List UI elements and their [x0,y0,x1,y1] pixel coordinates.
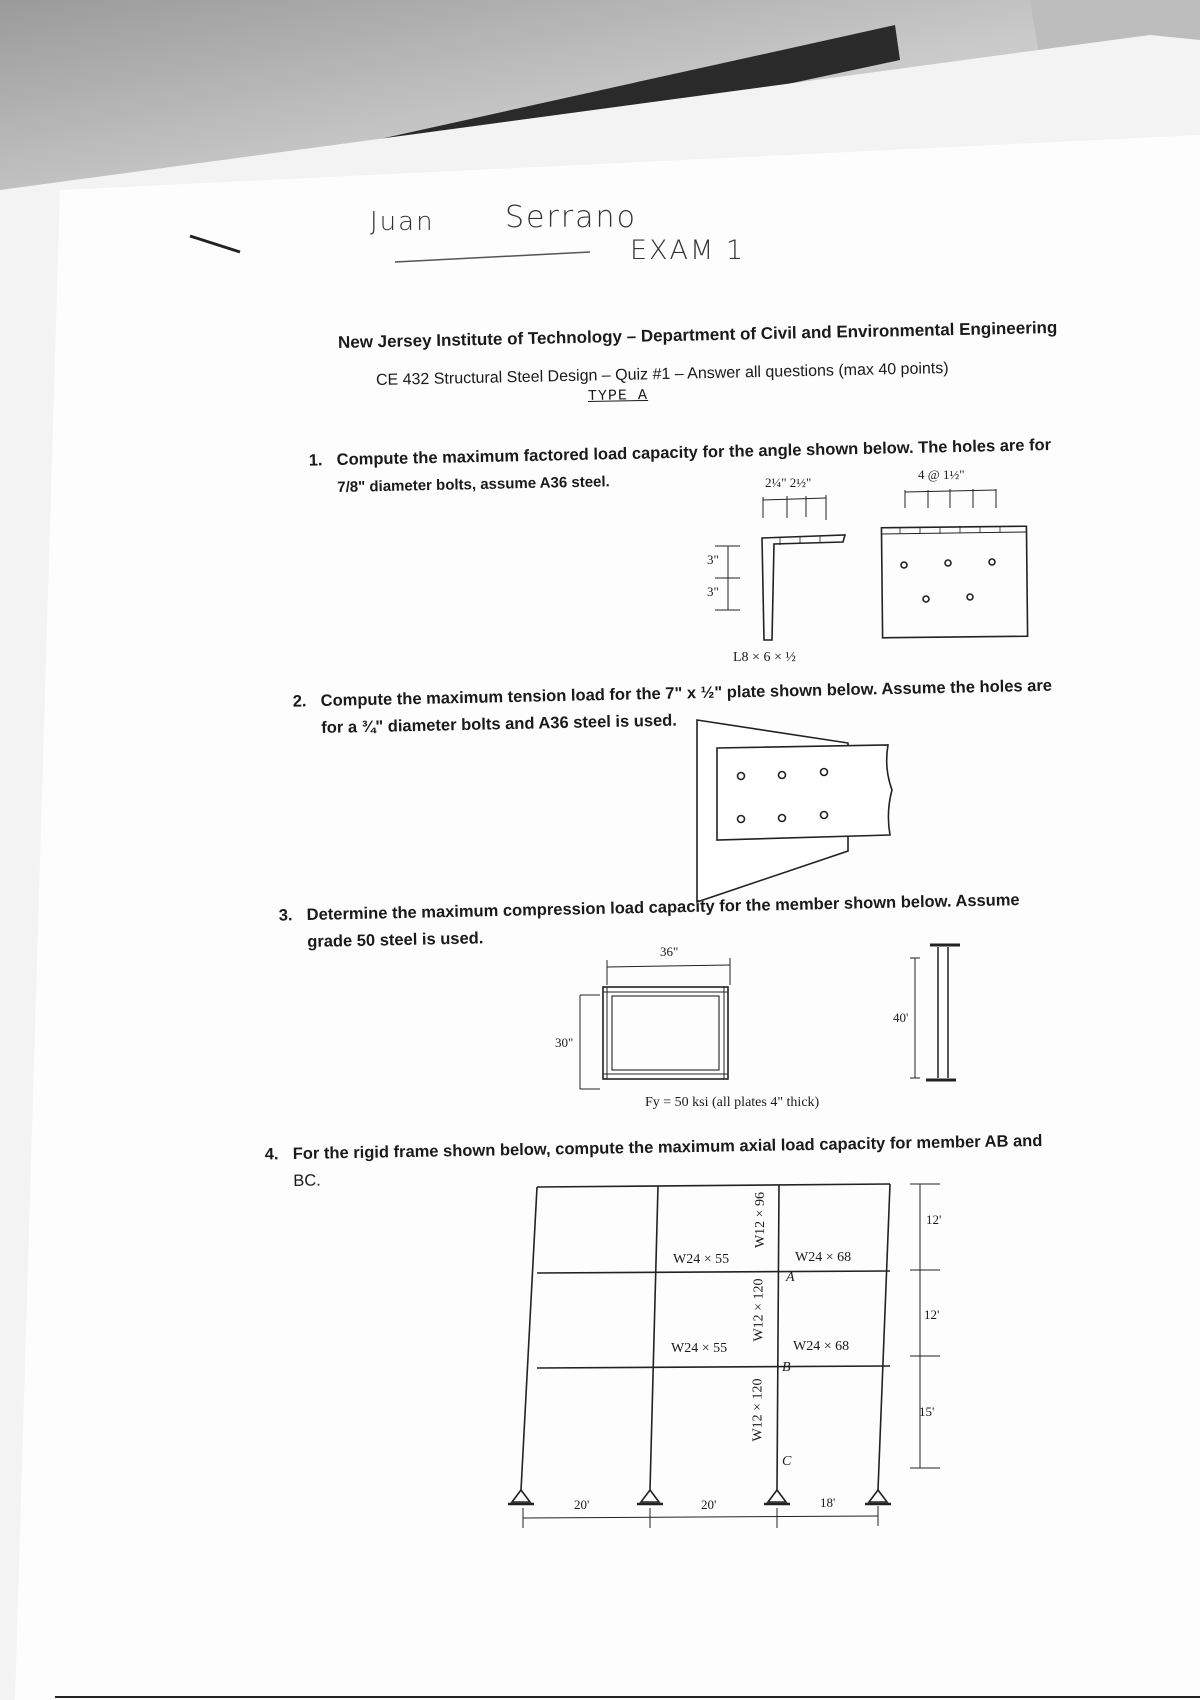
story-height-1: 12' [926,1212,942,1227]
handwritten-last-name: Serrano [505,200,637,235]
joint-b-label: B [782,1360,791,1375]
pin-support [512,1490,530,1502]
column-3 [777,1185,779,1490]
handwritten-exam-label: EXAM 1 [630,235,746,266]
question-text-line-1: For the rigid frame shown below, compute the maximum axial load capacity for member AB and [292,1131,1043,1164]
fig3-height-label: 30" [555,1035,574,1050]
course-title: CE 432 Structural Steel Design – Quiz #1 – Answer all questions (max 40 points) [375,360,949,389]
roof-beam [537,1184,890,1187]
fig1-dim-side-1: 3" [707,552,719,567]
fig3-length-label: 40' [893,1010,909,1025]
column-1 [521,1187,537,1490]
pin-support [869,1490,887,1502]
fig1-dim-side-2: 3" [707,584,719,599]
institution-title: New Jersey Institute of Technology – Department of Civil and Environmental Engineering [337,317,1058,352]
question-text-line-2: BC. [293,1171,321,1190]
question-text-line-1: Determine the maximum compression load capacity for the member shown below. Assume [306,891,1020,925]
fig1-section-label: L8 × 6 × ½ [733,650,796,665]
column-label-mid: W12 × 120 [751,1278,767,1342]
exam-type: TYPE A [587,386,649,405]
floor-beam-1 [537,1366,890,1368]
column-2 [650,1186,658,1490]
story-height-3: 15' [919,1404,935,1419]
handwritten-first-name: Juan [370,207,435,237]
question-text-line-1: Compute the maximum tension load for the 7" x ½" plate shown below. Assume the holes are [320,676,1053,711]
fig3-note: Fy = 50 ksi (all plates 4" thick) [645,1095,820,1110]
fig3-width-label: 36" [660,944,679,959]
column-label-top: W12 × 96 [753,1191,769,1249]
beam-label-upper-mid: W24 × 55 [673,1252,730,1267]
question-text-line-2: grade 50 steel is used. [307,929,484,951]
floor-beam-2 [537,1271,890,1273]
bay-width-2: 20' [701,1497,717,1512]
story-height-2: 12' [924,1307,940,1322]
bay-width-3: 18' [820,1495,836,1510]
bay-width-1: 20' [574,1497,590,1512]
question-number: 4. [264,1145,279,1164]
column-label-bottom: W12 × 120 [750,1378,766,1442]
pin-support [641,1490,659,1502]
fig1-dim-top-left: 2¼" 2½" [765,475,812,490]
beam-label-upper-right: W24 × 68 [795,1250,852,1265]
joint-a-label: A [786,1270,795,1285]
pin-support [768,1490,786,1502]
question-number: 3. [278,906,293,925]
joint-c-label: C [782,1454,792,1469]
question-text-line-1: Compute the maximum factored load capacity for the angle shown below. The holes are for [336,436,1052,470]
column-4 [878,1184,890,1490]
question-number: 2. [292,692,307,711]
question-number: 1. [308,451,323,470]
beam-label-lower-right: W24 × 68 [793,1339,850,1354]
question-text-line-2: for a ¾" diameter bolts and A36 steel is used. [321,711,678,737]
question-text-line-2: 7/8" diameter bolts, assume A36 steel. [337,473,610,496]
beam-label-lower-mid: W24 × 55 [671,1341,728,1356]
fig1-dim-top-right: 4 @ 1½" [918,467,965,482]
